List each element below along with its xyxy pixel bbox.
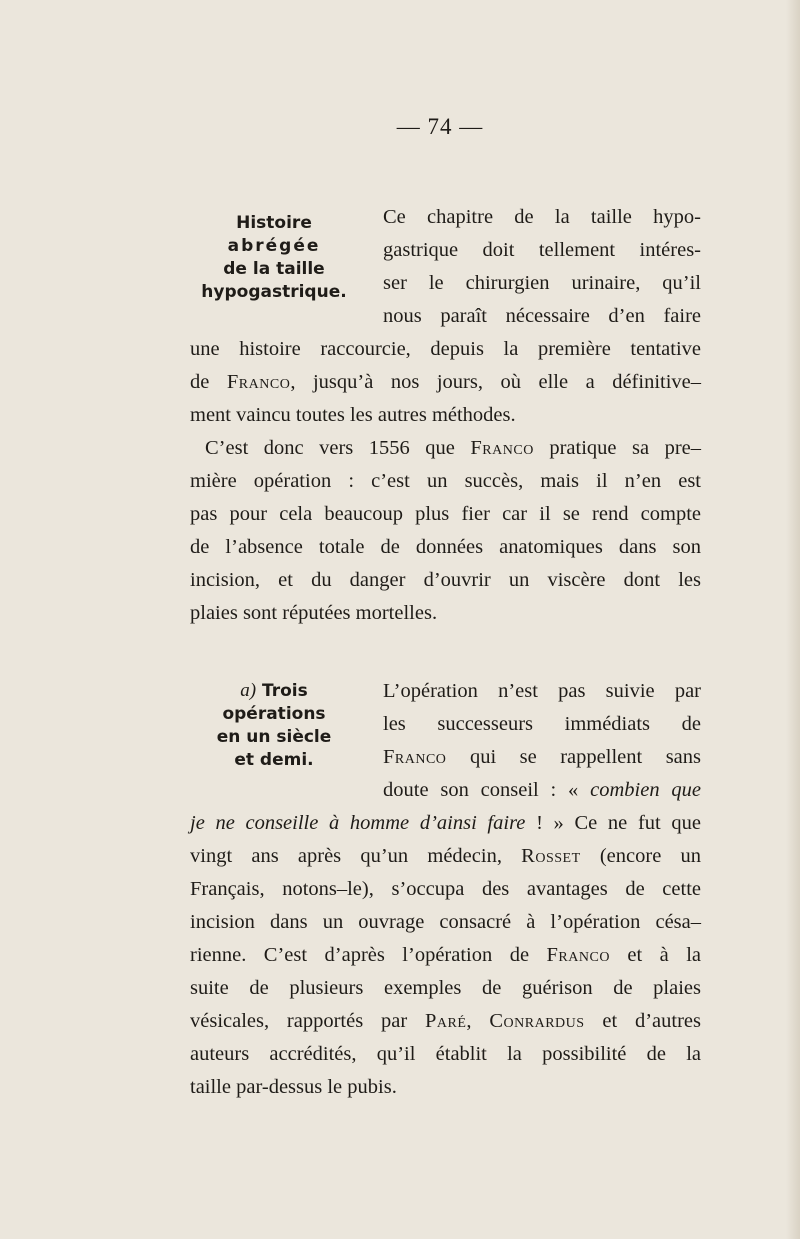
text-line: vésicales, rapportés par Paré, Conrardus et d’autres bbox=[190, 1010, 701, 1032]
author-name: Franco bbox=[470, 437, 534, 459]
text-line: plaies sont réputées mortelles. bbox=[190, 602, 438, 624]
text-line: ser le chirurgien urinaire, qu’il bbox=[383, 272, 701, 294]
text-run: qui se rappellent sans bbox=[469, 746, 701, 768]
sidenote-line: de la taille bbox=[223, 259, 325, 279]
text-line: L’opération n’est pas suivie par bbox=[383, 680, 701, 702]
text-run: rienne. C’est d’après l’opération de bbox=[190, 944, 530, 966]
text-line bbox=[190, 808, 701, 838]
text-run: (encore un bbox=[599, 845, 702, 867]
page-number: — 74 — bbox=[396, 114, 484, 139]
sidenote-line: en un siècle bbox=[216, 727, 332, 747]
text-line: pas pour cela beaucoup plus fier car il se rend compte bbox=[190, 503, 701, 525]
text-run: C’est donc vers 1556 que bbox=[205, 437, 455, 459]
page-edge-shadow bbox=[786, 0, 800, 1239]
text-line: taille par-dessus le pubis. bbox=[190, 1076, 397, 1098]
text-run: vingt ans après qu’un médecin, bbox=[190, 845, 502, 867]
text-line: gastrique doit tellement intéres- bbox=[383, 239, 701, 261]
text-line: suite de plusieurs exemples de guérison de plaies bbox=[190, 977, 701, 999]
text-line: Français, notons–le), s’occupa des avantages de cette bbox=[190, 878, 701, 900]
text-run: , jusqu’à nos jours, où elle a définitive– bbox=[290, 371, 702, 393]
sidenote-line: et demi. bbox=[234, 750, 314, 770]
author-name: Conrardus bbox=[489, 1010, 585, 1032]
quote-italic: combien que bbox=[590, 779, 702, 801]
text-line bbox=[383, 775, 701, 805]
text-line bbox=[190, 841, 701, 871]
text-run: de bbox=[190, 371, 210, 393]
author-name: Rosset bbox=[521, 845, 581, 867]
sidenote-line: Histoire bbox=[236, 213, 312, 233]
sidenote-line: abrégée bbox=[227, 236, 321, 256]
text-line: auteurs accrédités, qu’il établit la possibilité de la bbox=[190, 1043, 701, 1065]
sidenote-line: opérations bbox=[222, 704, 326, 724]
text-run: et à la bbox=[627, 944, 702, 966]
author-name: Franco bbox=[226, 371, 291, 393]
text-line bbox=[205, 433, 701, 463]
sidenote-line bbox=[190, 679, 358, 703]
sidenote-prefix: a) bbox=[240, 680, 257, 701]
text-line: nous paraît nécessaire d’en faire bbox=[383, 305, 701, 327]
text-line: ment vaincu toutes les autres méthodes. bbox=[190, 404, 516, 426]
text-run: doute son conseil : « bbox=[383, 779, 579, 801]
sidenote-three-operations bbox=[190, 679, 358, 772]
text-line: incision, et du danger d’ouvrir un viscère dont les bbox=[190, 569, 701, 591]
sidenote-word: Trois bbox=[262, 681, 308, 701]
text-run: vésicales, rapportés par bbox=[190, 1010, 408, 1032]
text-line bbox=[190, 940, 701, 970]
text-line bbox=[190, 367, 701, 397]
text-line bbox=[383, 742, 701, 772]
text-line: incision dans un ouvrage consacré à l’opération césa– bbox=[190, 911, 701, 933]
text-line: les successeurs immédiats de bbox=[383, 713, 701, 735]
text-run: et d’autres bbox=[602, 1010, 701, 1032]
text-line: Ce chapitre de la taille hypo- bbox=[383, 206, 701, 228]
author-name: Franco bbox=[383, 746, 447, 768]
text-run: pratique sa pre– bbox=[549, 437, 702, 459]
text-line: de l’absence totale de données anatomiques dans son bbox=[190, 536, 701, 558]
sidenote-line: hypogastrique. bbox=[201, 282, 347, 302]
quote-italic: je ne conseille à homme d’ainsi faire bbox=[190, 812, 526, 834]
text-line: mière opération : c’est un succès, mais il n’en est bbox=[190, 470, 701, 492]
author-name: Paré bbox=[425, 1010, 467, 1032]
author-name: Franco bbox=[546, 944, 610, 966]
text-line: une histoire raccourcie, depuis la première tentative bbox=[190, 338, 701, 360]
sidenote-history bbox=[190, 212, 358, 304]
text-run: ! » Ce ne fut que bbox=[536, 812, 701, 834]
